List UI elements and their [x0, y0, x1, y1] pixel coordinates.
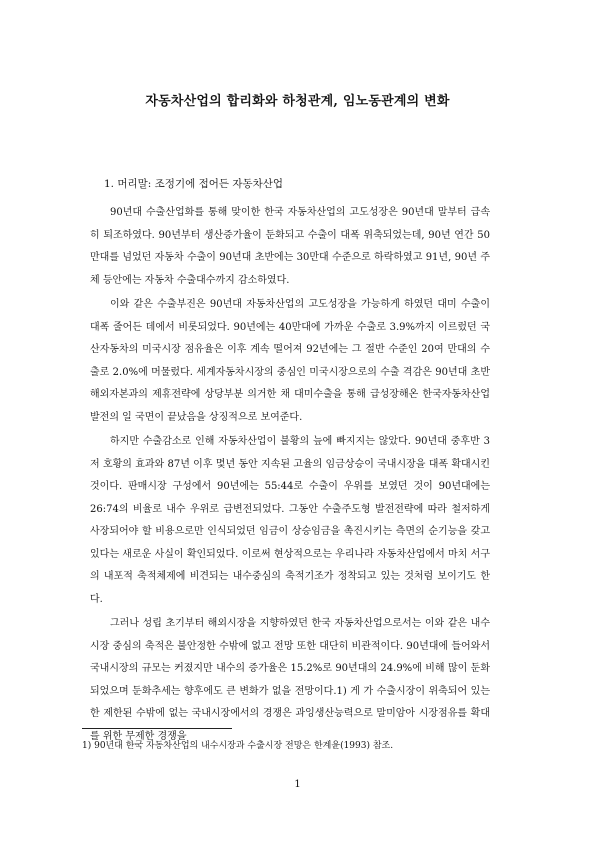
- paragraph: 그러나 성립 초기부터 해외시장을 지향하였던 한국 자동차산업으로서는 이와 같은 내수시장 중심의 축적은 불안정한 수밖에 없고 전망 또한 대단히 비관적이다. 90년대에 들어와서 국내시장의 규모는 커졌지만 내수의 증가율은 15.2%로 90년대의 24.9%에 비해 많이 둔화되었으며 둔화추세는 향후에도 큰 변화가 없을 전망이다.1) 게 가 수출시장이 위축되어 있는 한 제한된 수밖에 없는 국내시장에서의 경쟁은 과잉생산능력으로 말미암아 시장점유를 확대를 위한 무제한 경쟁을: [90, 618, 490, 742]
- paragraph: 90년대 수출산업화를 통해 맞이한 한국 자동차산업의 고도성장은 90년대 말부터 급속히 퇴조하였다. 90년부터 생산증가율이 둔화되고 수출이 대폭 위축되었는데, 90년 연간 50만대를 넘었던 자동차 수출이 90년대 초반에는 30만대 수준으로 하락하였고 91년, 90년 주체 등안에는 자동차 수출대수까지 감소하였다.: [90, 207, 490, 286]
- footnote-divider: [82, 728, 232, 729]
- document-title: 자동차산업의 합리화와 하청관계, 임노동관계의 변화: [145, 94, 450, 109]
- document-body: [90, 202, 490, 748]
- page-number: 1: [294, 779, 301, 790]
- section-heading: 1. 머리말: 조정기에 접어든 자동차산업: [104, 178, 284, 190]
- paragraph: 이와 같은 수출부진은 90년대 자동차산업의 고도성장을 가능하게 하였던 대미 수출이 대폭 줄어든 데에서 비롯되었다. 90년에는 40만대에 가까운 수출로 3.9%까지 이르렀던 국산자동차의 미국시장 점유율은 이후 계속 떨어져 92년에는 그 절반 수준인 20여 만대의 수출로 2.0%에 머물렀다. 세계자동차시장의 중심인 미국시장으로의 수출 격감은 90년대 초반 해외자본과의 제휴전략에 상당부분 의거한 채 대미수출을 통해 급성장해온 한국자동차산업 발전의 일 국면이 끝났음을 상징적으로 보여준다.: [90, 299, 490, 423]
- footnote: 1) 90년대 한국 자동차산업의 내수시장과 수출시장 전망은 한계윤(1993) 참조.: [82, 741, 394, 751]
- paragraph: 하지만 수출감소로 인해 자동차산업이 불황의 늪에 빠지지는 않았다. 90년대 중후반 3저 호황의 효과와 87년 이후 몇년 동안 지속된 고율의 임금상승이 국내시장을 대폭 확대시킨 것이다. 판매시장 구성에서 90년에는 55:44로 수출이 우위를 보였던 것이 90년대에는 26:74의 비율로 내수 우위로 급변전되었다. 그동안 수출주도형 발전전략에 따라 철저하게 사장되어야 할 비용으로만 인식되었던 임금이 상승임금을 촉진시키는 측면의 순기능을 갖고 있다는 새로운 사실이 확인되었다. 이로써 현상적으로는 우리나라 자동차산업에서 마치 서구의 내포적 축적체제에 비견되는 내수중심의 축적기조가 정착되고 있는 것처럼 보이기도 한다.: [90, 436, 490, 605]
